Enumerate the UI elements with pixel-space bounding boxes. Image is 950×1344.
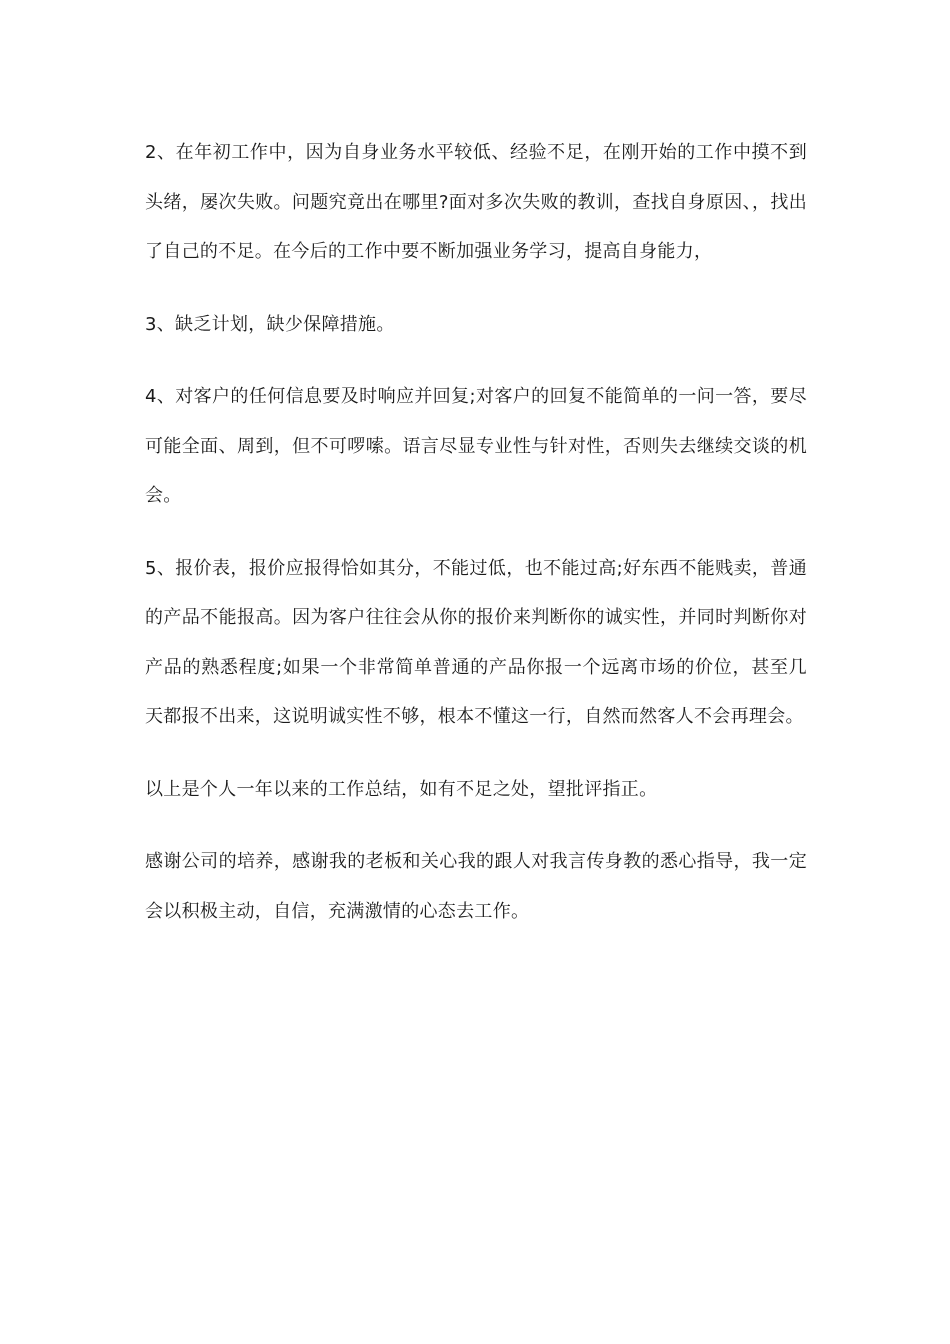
paragraph-item-4: 4、对客户的任何信息要及时响应并回复;对客户的回复不能简单的一问一答，要尽可能全面、周到，但不可啰嗦。语言尽显专业性与针对性，否则失去继续交谈的机会。	[145, 386, 807, 506]
thanks-paragraph: 感谢公司的培养，感谢我的老板和关心我的跟人对我言传身教的悉心指导，我一定会以积极主动，自信，充满激情的心态去工作。	[145, 851, 807, 922]
paragraph-item-3: 3、缺乏计划，缺少保障措施。	[145, 313, 395, 335]
document-body	[145, 128, 807, 936]
paragraph-item-2: 2、在年初工作中，因为自身业务水平较低、经验不足，在刚开始的工作中摸不到头绪，屡次失败。问题究竟出在哪里?面对多次失败的教训，查找自身原因、，找出了自己的不足。在今后的工作中要不断加强业务学习，提高自身能力，	[145, 142, 807, 262]
summary-paragraph: 以上是个人一年以来的工作总结，如有不足之处，望批评指正。	[145, 778, 658, 800]
paragraph-item-5: 5、报价表，报价应报得恰如其分，不能过低，也不能过高;好东西不能贱卖，普通的产品不能报高。因为客户往往会从你的报价来判断你的诚实性，并同时判断你对产品的熟悉程度;如果一个非常简单普通的产品你报一个远离市场的价位，甚至几天都报不出来，这说明诚实性不够，根本不懂这一行，自然而然客人不会再理会。	[145, 557, 807, 727]
